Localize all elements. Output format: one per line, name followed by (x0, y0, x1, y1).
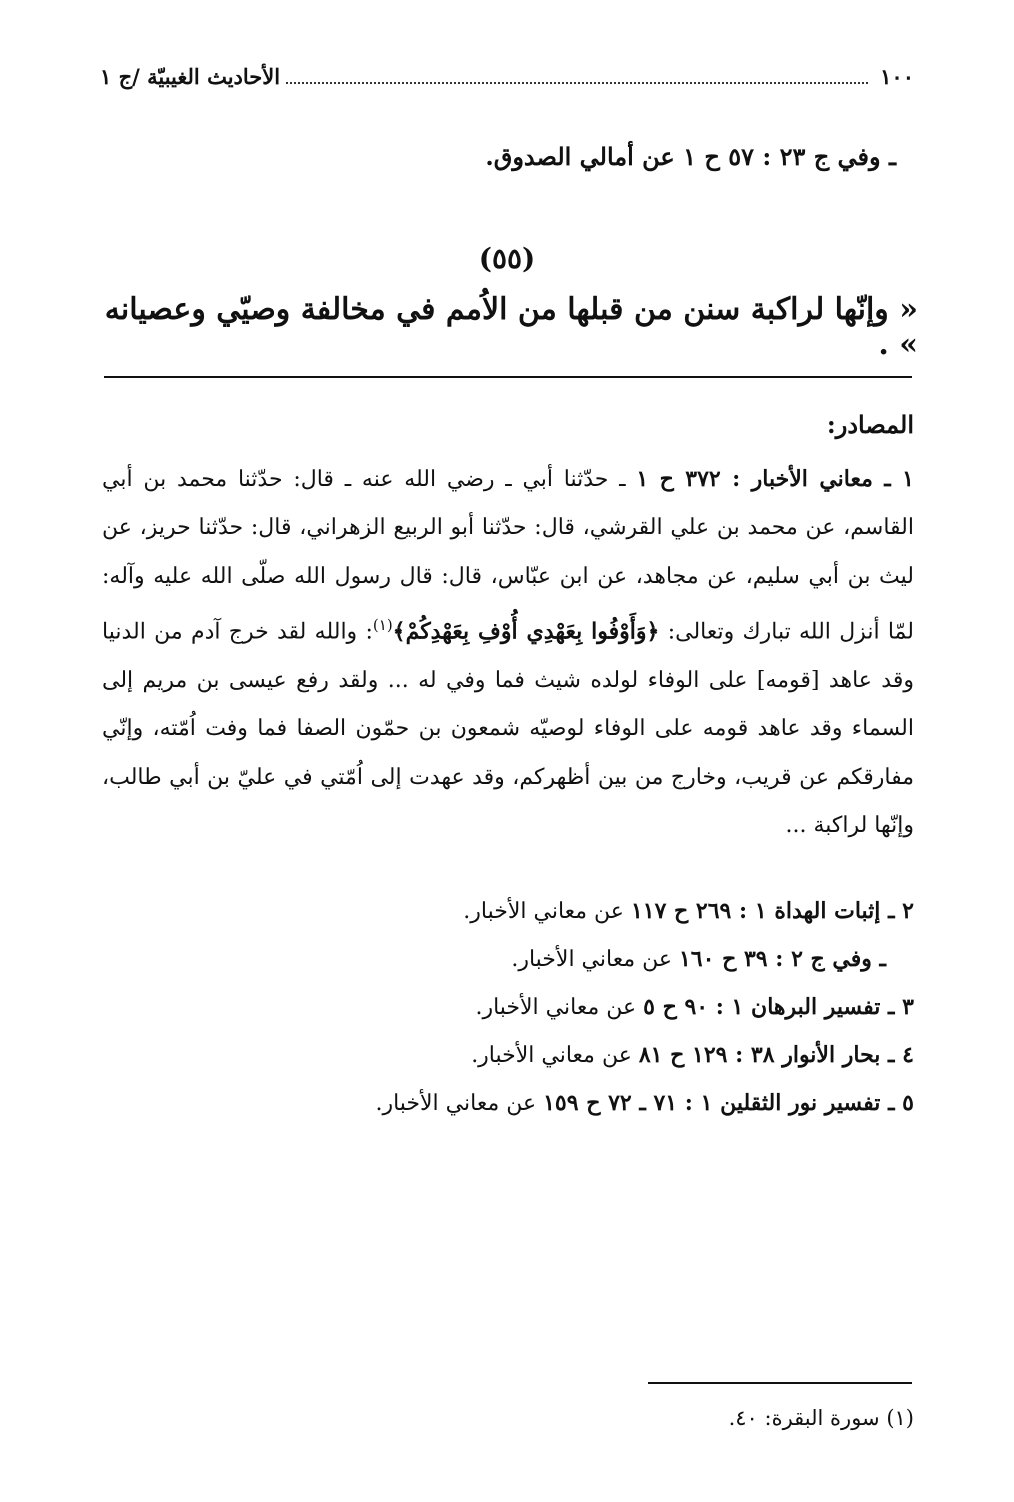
source-item-4-label: ٤ ـ بحار الأنوار ٣٨ : ١٢٩ ح ٨١ (638, 1042, 914, 1068)
source-item-4 (471, 1042, 914, 1068)
section-divider (104, 376, 912, 378)
source-item-2b-text: عن معاني الأخبار. (511, 947, 679, 972)
footnote-divider (648, 1382, 912, 1384)
previous-source-line: ـ وفي ج ٢٣ : ٥٧ ح ١ عن أمالي الصدوق. (485, 142, 896, 171)
hadith-text: « وإنّها لراكبة سنن من قبلها من الاُمم في مخالفة وصيّي وعصيانه » . (104, 292, 918, 362)
source-item-1 (102, 455, 914, 851)
source-item-4-text: عن معاني الأخبار. (471, 1043, 639, 1068)
page-number: ١٠٠ (880, 63, 914, 89)
source-item-2-label: ٢ ـ إثبات الهداة ١ : ٢٦٩ ح ١١٧ (630, 898, 914, 924)
quran-verse: ﴿وَأَوْفُوا بِعَهْدِي أُوْفِ بِعَهْدِكُمْ﴾ (392, 618, 660, 645)
footnote-ref: (١) (372, 616, 393, 635)
footnote: (١) سورة البقرة: ٤٠. (728, 1406, 914, 1430)
source-item-3 (475, 994, 914, 1020)
source-item-3-label: ٣ ـ تفسير البرهان ١ : ٩٠ ح ٥ (643, 994, 914, 1020)
source-item-2-text: عن معاني الأخبار. (463, 899, 631, 924)
source-item-3-text: عن معاني الأخبار. (475, 995, 644, 1020)
source-item-1-label: ١ ـ معاني الأخبار : ٣٧٢ ح ١ (636, 466, 914, 492)
source-item-1-text-b: : والله لقد خرج آدم من الدنيا وقد عاهد [قومه] على الوفاء لولده شيث فما وفي له ... ولقد رفع عيسى بن مريم إلى السماء وقد عاهد قومه على الوفاء لوصيّه شمعون بن حمّون الصفا فما وفت اُمّته، وإنّي مفارقكم عن قريب، وخارج من بين أظهركم، وقد عهدت إلى اُمّتي في عليّ بن أبي طالب، وإنّها لراكبة ... (102, 619, 914, 839)
source-item-1-text-a: ـ حدّثنا أبي ـ رضي الله عنه ـ قال: حدّثنا محمد بن أبي القاسم، عن محمد بن علي القرشي، قال: حدّثنا أبو الربيع الزهراني، قال: حدّثنا حريز، عن ليث بن أبي سليم، عن مجاهد، عن ابن عبّاس، قال: قال رسول الله صلّى الله عليه وآله: لمّا أنزل الله تبارك وتعالى: (102, 467, 914, 645)
hadith-number: (٥٥) (478, 242, 536, 275)
source-item-2 (463, 898, 914, 924)
source-item-5-text: عن معاني الأخبار. (375, 1091, 544, 1116)
page-header (100, 58, 914, 94)
source-item-5-label: ٥ ـ تفسير نور الثقلين ١ : ٧١ ـ ٧٢ ح ١٥٩ (543, 1090, 914, 1116)
running-title: الأحاديث الغيبيّة /ج ١ (100, 63, 281, 89)
source-item-2b-label: ـ وفي ج ٢ : ٣٩ ح ١٦٠ (678, 946, 886, 972)
source-item-5 (375, 1090, 914, 1116)
source-item-2b (511, 946, 886, 972)
header-dot-leader (286, 68, 868, 84)
sources-heading: المصادر: (826, 410, 914, 439)
